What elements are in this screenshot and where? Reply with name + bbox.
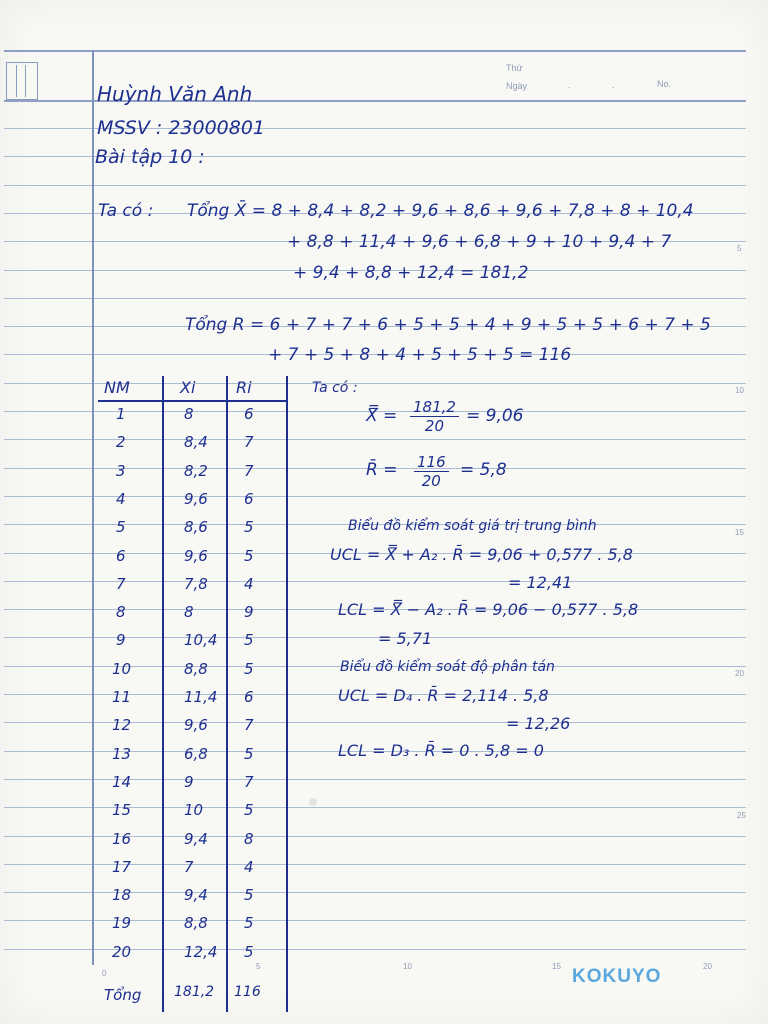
table-cell-xi: 7 xyxy=(184,857,194,876)
table-cell-ri: 7 xyxy=(244,461,254,480)
lcl-x-result: = 5,71 xyxy=(378,629,433,648)
sum-r-line-1: Tổng R = 6 + 7 + 7 + 6 + 5 + 5 + 4 + 9 + 5 + 5 + 6 + 7 + 5 xyxy=(185,315,711,335)
thu-label: Thứ xyxy=(506,63,523,73)
xbar-denominator: 20 xyxy=(424,417,445,435)
table-header-xi: Xi xyxy=(180,378,196,397)
lcl-x-formula: LCL = X̿ − A₂ . R̄ = 9,06 − 0,577 . 5,8 xyxy=(338,600,639,619)
rbar-result: = 5,8 xyxy=(460,460,507,480)
rbar-denominator: 20 xyxy=(421,472,441,490)
ucl-x-formula: UCL = X̿ + A₂ . R̄ = 9,06 + 0,577 . 5,8 xyxy=(330,545,633,564)
table-cell-nm: 12 xyxy=(112,716,132,735)
ucl-x-result: = 12,41 xyxy=(508,573,573,592)
table-column-divider xyxy=(286,376,288,1012)
table-cell-nm: 20 xyxy=(112,942,132,961)
table-cell-nm: 14 xyxy=(112,772,132,791)
table-cell-nm: 17 xyxy=(112,857,132,876)
table-cell-ri: 5 xyxy=(244,801,254,820)
table-cell-xi: 8 xyxy=(184,405,194,423)
line-number: 5 xyxy=(737,244,742,253)
table-column-divider xyxy=(226,376,228,1012)
ruled-line xyxy=(4,298,746,299)
table-cell-ri: 5 xyxy=(244,914,254,933)
table-total-x: 181,2 xyxy=(174,984,215,1000)
table-cell-ri: 5 xyxy=(244,546,254,565)
xbar-numerator: 181,2 xyxy=(410,398,459,417)
table-cell-nm: 7 xyxy=(116,574,126,593)
table-cell-xi: 12,4 xyxy=(184,942,218,961)
table-cell-xi: 8,8 xyxy=(184,914,208,933)
table-cell-xi: 8,6 xyxy=(184,518,208,537)
table-header-nm: NM xyxy=(104,378,130,397)
ruler-mark: 5 xyxy=(256,962,261,971)
table-total-r: 116 xyxy=(234,984,261,1000)
table-cell-ri: 6 xyxy=(244,688,254,706)
sum-r-line-2: + 7 + 5 + 8 + 4 + 5 + 5 + 5 = 116 xyxy=(268,345,572,365)
table-header-underline xyxy=(98,400,288,402)
table-cell-nm: 19 xyxy=(112,914,132,933)
sum-x-line-2: + 8,8 + 11,4 + 9,6 + 6,8 + 9 + 10 + 9,4 + 7 xyxy=(287,232,672,252)
table-cell-nm: 6 xyxy=(116,546,126,565)
table-cell-nm: 5 xyxy=(116,518,126,537)
header-rule xyxy=(4,50,746,52)
table-cell-nm: 11 xyxy=(112,688,132,706)
table-cell-nm: 4 xyxy=(116,489,126,508)
line-number: 25 xyxy=(737,811,746,820)
table-cell-nm: 16 xyxy=(112,829,132,848)
mean-chart-title: Biểu đồ kiểm soát giá trị trung bình xyxy=(348,518,597,534)
table-cell-xi: 8,4 xyxy=(184,433,208,452)
notebook-page: Thứ Ngày . . No. 5 10 15 20 25 0 5 10 15 20 KOKUYO Huỳnh Văn Anh MSSV : 23000801 Bài tập 10 : Ta có : Tổng X̄ = 8 + 8,4 + 8,2 + 9,6 + 8,6 + 9,6 + 7,8 + 8 + 10,4 + 8,8 + 11,4 + 9,6 + 6,8 + 9 + 10 + 9,4 + 7 + 9,4 + 8,8 + 12,4 = 181,2 Tổng R = 6 + 7 + 7 + 6 + 5 + 5 + 4 + 9 + 5 + 5 + 6 + 7 + 5 + 7 + 5 + 8 + 4 + 5 + 5 + 5 = 116 NM Xi Ri 1 8 6 2 8,4 7 3 8,2 7 4 9,6 6 5 8,6 5 6 9,6 5 7 7,8 4 8 8 9 9 10,4 5 10 8,8 5 11 11,4 6 12 9,6 7 13 6,8 5 14 9 7 15 10 5 16 9,4 8 17 7 4 18 9,4 5 19 8,8 5 20 12,4 5 Tổng 181,2 116 Ta có : X̿ = $\frac{181,2}{20}$ = 9,06 R̄ = $\frac{116}{20}$ = 5,8 Biểu đồ kiểm soát giá trị trung bình UCL = X̿ + A₂ . R̄ = 9,06 + 0,577 . 5,8 = 12,41 LCL = X̿ − A₂ . R̄ = 9,06 − 0,577 . 5,8 = 5,71 Biểu đồ kiểm soát độ phân tán UCL = D₄ . R̄ = 2,114 . 5,8 = 12,26 LCL = D₃ . R̄ = 0 . 5,8 = 0 xyxy=(0,0,768,1024)
xbar-fraction xyxy=(410,398,459,435)
line-number: 20 xyxy=(735,669,744,678)
table-cell-ri: 5 xyxy=(244,942,254,961)
table-cell-xi: 9,6 xyxy=(184,489,208,508)
no-label: No. xyxy=(657,79,672,89)
table-cell-xi: 9,6 xyxy=(184,546,208,565)
binding-mark xyxy=(6,62,38,100)
table-cell-nm: 2 xyxy=(116,433,126,452)
table-cell-ri: 5 xyxy=(244,886,254,905)
table-cell-nm: 18 xyxy=(112,886,132,905)
rbar-lhs: R̄ = xyxy=(366,460,398,480)
table-cell-nm: 13 xyxy=(112,744,132,763)
table-cell-xi: 10,4 xyxy=(184,631,218,650)
table-cell-xi: 9 xyxy=(184,772,194,791)
table-cell-xi: 8,8 xyxy=(184,659,208,678)
lcl-r-formula: LCL = D₃ . R̄ = 0 . 5,8 = 0 xyxy=(338,741,544,760)
xbar-result: = 9,06 xyxy=(466,406,524,426)
table-cell-xi: 8,2 xyxy=(184,461,208,480)
table-cell-ri: 7 xyxy=(244,433,254,452)
line-number: 15 xyxy=(735,528,744,537)
xbar-lhs: X̿ = xyxy=(366,406,398,426)
table-column-divider xyxy=(162,376,164,1012)
table-cell-ri: 8 xyxy=(244,829,254,848)
table-cell-xi: 9,6 xyxy=(184,716,208,735)
table-cell-xi: 10 xyxy=(184,801,204,820)
ruler-mark: 20 xyxy=(703,962,712,971)
table-cell-xi: 8 xyxy=(184,603,194,622)
table-cell-nm: 15 xyxy=(112,801,132,820)
ruler-mark: 10 xyxy=(403,962,412,971)
student-id: MSSV : 23000801 xyxy=(97,117,266,139)
range-chart-title: Biểu đồ kiểm soát độ phân tán xyxy=(340,659,555,675)
table-cell-xi: 9,4 xyxy=(184,829,208,848)
table-total-label: Tổng xyxy=(104,986,142,1004)
calc-lead: Ta có : xyxy=(312,380,358,396)
table-cell-ri: 5 xyxy=(244,744,254,763)
sum-x-lead: Ta có : xyxy=(98,201,154,221)
table-cell-ri: 4 xyxy=(244,857,254,876)
table-header-ri: Ri xyxy=(236,378,252,397)
table-cell-ri: 4 xyxy=(244,574,254,593)
paper-hole xyxy=(309,798,317,806)
rbar-fraction xyxy=(414,453,449,490)
ucl-r-formula: UCL = D₄ . R̄ = 2,114 . 5,8 xyxy=(338,686,549,705)
ucl-r-result: = 12,26 xyxy=(506,714,571,733)
table-cell-xi: 7,8 xyxy=(184,574,208,593)
table-cell-nm: 9 xyxy=(116,631,126,650)
table-cell-ri: 6 xyxy=(244,489,254,508)
table-cell-ri: 5 xyxy=(244,518,254,537)
ruled-line xyxy=(4,185,746,186)
sum-x-line-1: Tổng X̄ = 8 + 8,4 + 8,2 + 9,6 + 8,6 + 9,6 + 7,8 + 8 + 10,4 xyxy=(187,201,694,221)
table-cell-ri: 5 xyxy=(244,659,254,678)
student-name: Huỳnh Văn Anh xyxy=(97,82,253,106)
exercise-title: Bài tập 10 : xyxy=(95,146,205,168)
ruler-mark: 15 xyxy=(552,962,561,971)
margin-line xyxy=(92,50,94,965)
table-cell-ri: 6 xyxy=(244,405,254,423)
rbar-numerator: 116 xyxy=(414,453,449,472)
table-cell-xi: 11,4 xyxy=(184,688,218,706)
table-cell-nm: 3 xyxy=(116,461,126,480)
table-cell-nm: 10 xyxy=(112,659,132,678)
table-cell-ri: 5 xyxy=(244,631,254,650)
sum-x-line-3: + 9,4 + 8,8 + 12,4 = 181,2 xyxy=(293,263,529,283)
table-cell-xi: 6,8 xyxy=(184,744,208,763)
brand-logo: KOKUYO xyxy=(572,966,662,987)
line-number: 10 xyxy=(735,386,744,395)
table-cell-ri: 9 xyxy=(244,603,254,622)
table-cell-xi: 9,4 xyxy=(184,886,208,905)
table-cell-ri: 7 xyxy=(244,716,254,735)
ngay-label: Ngày xyxy=(506,81,528,91)
table-cell-nm: 8 xyxy=(116,603,126,622)
table-cell-nm: 1 xyxy=(116,405,126,423)
ruler-mark: 0 xyxy=(102,969,107,978)
table-cell-ri: 7 xyxy=(244,772,254,791)
